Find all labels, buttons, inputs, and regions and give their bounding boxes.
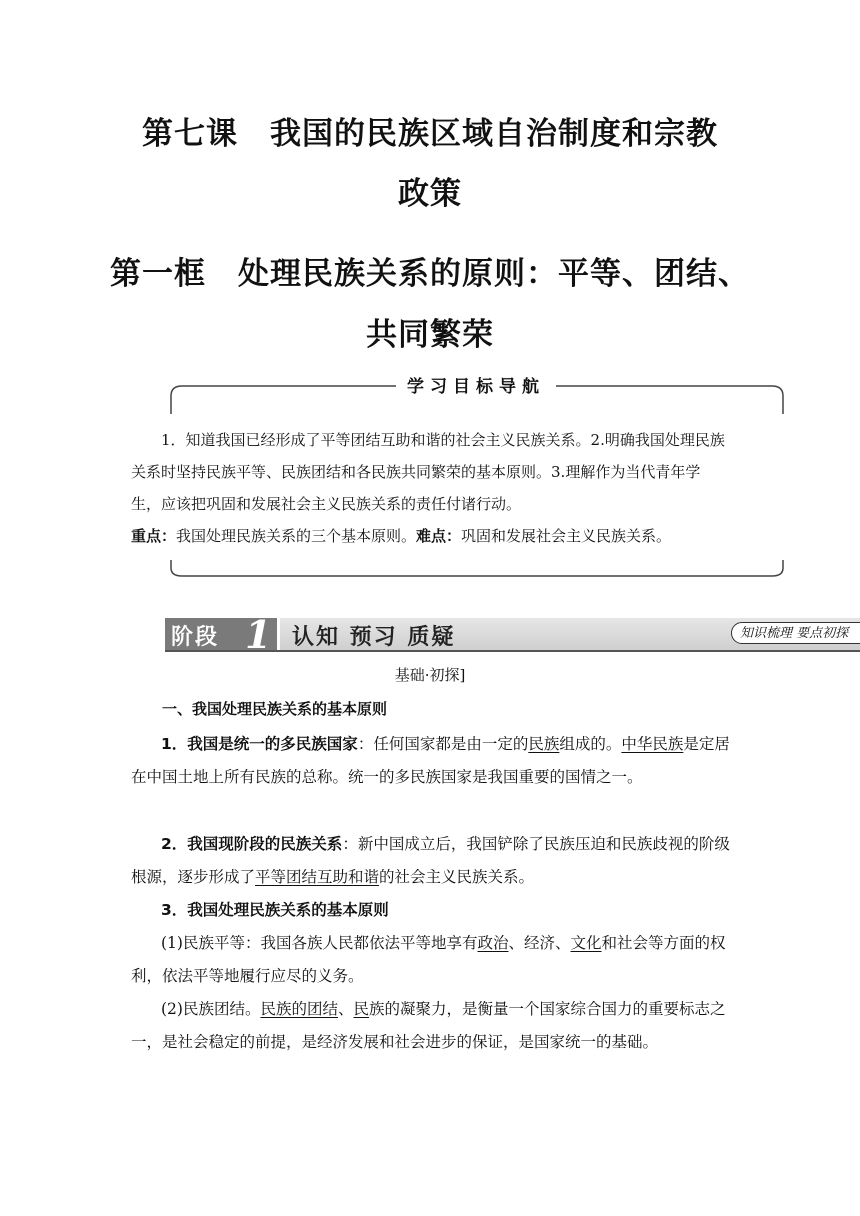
- key-label: 重点：: [131, 527, 177, 545]
- p5-text-c: 族的凝聚力，是衡量一个国家综合国力的重要标志之一，是社会稳定的前提，是经济发展和社会进步的保证，是国家统一的基础。: [131, 1000, 726, 1051]
- p5-underline-2: 民: [353, 1000, 370, 1018]
- stage-word: 阶段: [171, 625, 220, 650]
- p2-text-b: 的社会主义民族关系。: [379, 868, 535, 886]
- p1-text-c: 是定居在中国土地上所有民族的总称。统一的多民族国家是我国重要的国情之一。: [131, 735, 730, 786]
- paragraph-2: [131, 828, 731, 894]
- section-title-line1: 第一框 处理民族关系的原则：平等、团结、: [110, 256, 750, 292]
- p1-underline-1: 民族: [528, 735, 560, 753]
- p1-text-b: 组成的。: [559, 735, 622, 753]
- p2-text-a: ：新中国成立后，我国铲除了民族压迫和民族歧视的阶级根源，逐步形成了: [131, 835, 730, 886]
- p5-underline-1: 民族的团结: [260, 1000, 338, 1018]
- p1-num: 1．: [161, 735, 188, 753]
- p5-text-a: (2)民族团结。: [161, 1000, 261, 1018]
- p2-num: 2．: [161, 835, 188, 853]
- p1-text-a: ：任何国家都是由一定的: [357, 735, 529, 753]
- lesson-title-line2: 政策: [398, 176, 462, 212]
- p2-lead: 我国现阶段的民族关系: [187, 835, 343, 853]
- p4-text-a: (1)民族平等：我国各族人民都依法平等地享有: [161, 934, 478, 952]
- stage-tag: 知识梳理 要点初探: [731, 622, 860, 644]
- p4-underline-2: 文化: [570, 934, 602, 952]
- stage-banner: [165, 612, 860, 657]
- sub-label: 基础·初探]: [394, 666, 466, 684]
- p5-text-b: 、: [337, 1000, 354, 1018]
- section-heading: 一、我国处理民族关系的基本原则: [162, 700, 388, 718]
- nav-title: 学习目标导航: [396, 374, 556, 400]
- p3-lead: 我国处理民族关系的基本原则: [187, 901, 389, 919]
- paragraph-1: [131, 728, 731, 794]
- section-title-line2: 共同繁荣: [366, 317, 494, 353]
- paragraph-4: [131, 927, 731, 993]
- p4-text-c: 和社会等方面的权利，依法平等地履行应尽的义务。: [131, 934, 726, 985]
- paragraph-5: [131, 993, 731, 1059]
- stage-title: 认知 预习 质疑: [292, 625, 456, 650]
- p4-text-b: 、经济、: [508, 934, 571, 952]
- p4-underline-1: 政治: [477, 934, 509, 952]
- p1-underline-2: 中华民族: [621, 735, 684, 753]
- paragraph-3: [131, 894, 731, 927]
- nav-objectives: [131, 424, 729, 552]
- key-text: 我国处理民族关系的三个基本原则。: [176, 527, 417, 545]
- nav-text: 1．知道我国已经形成了平等团结互助和谐的社会主义民族关系。2.明确我国处理民族关系时坚持民族平等、民族团结和各民族共同繁荣的基本原则。3.理解作为当代青年学生，应该把巩固和发展社会主义民族关系的责任付诸行动。: [131, 431, 725, 513]
- difficulty-text: 巩固和发展社会主义民族关系。: [461, 527, 672, 545]
- stage-badge: [165, 612, 280, 657]
- stage-number: 1: [245, 612, 272, 657]
- p3-num: 3．: [161, 901, 188, 919]
- p2-underline-1: 平等团结互助和谐: [255, 868, 380, 886]
- p1-lead: 我国是统一的多民族国家: [187, 735, 358, 753]
- lesson-title-line1: 第七课 我国的民族区域自治制度和宗教: [142, 116, 718, 152]
- difficulty-label: 难点：: [416, 527, 462, 545]
